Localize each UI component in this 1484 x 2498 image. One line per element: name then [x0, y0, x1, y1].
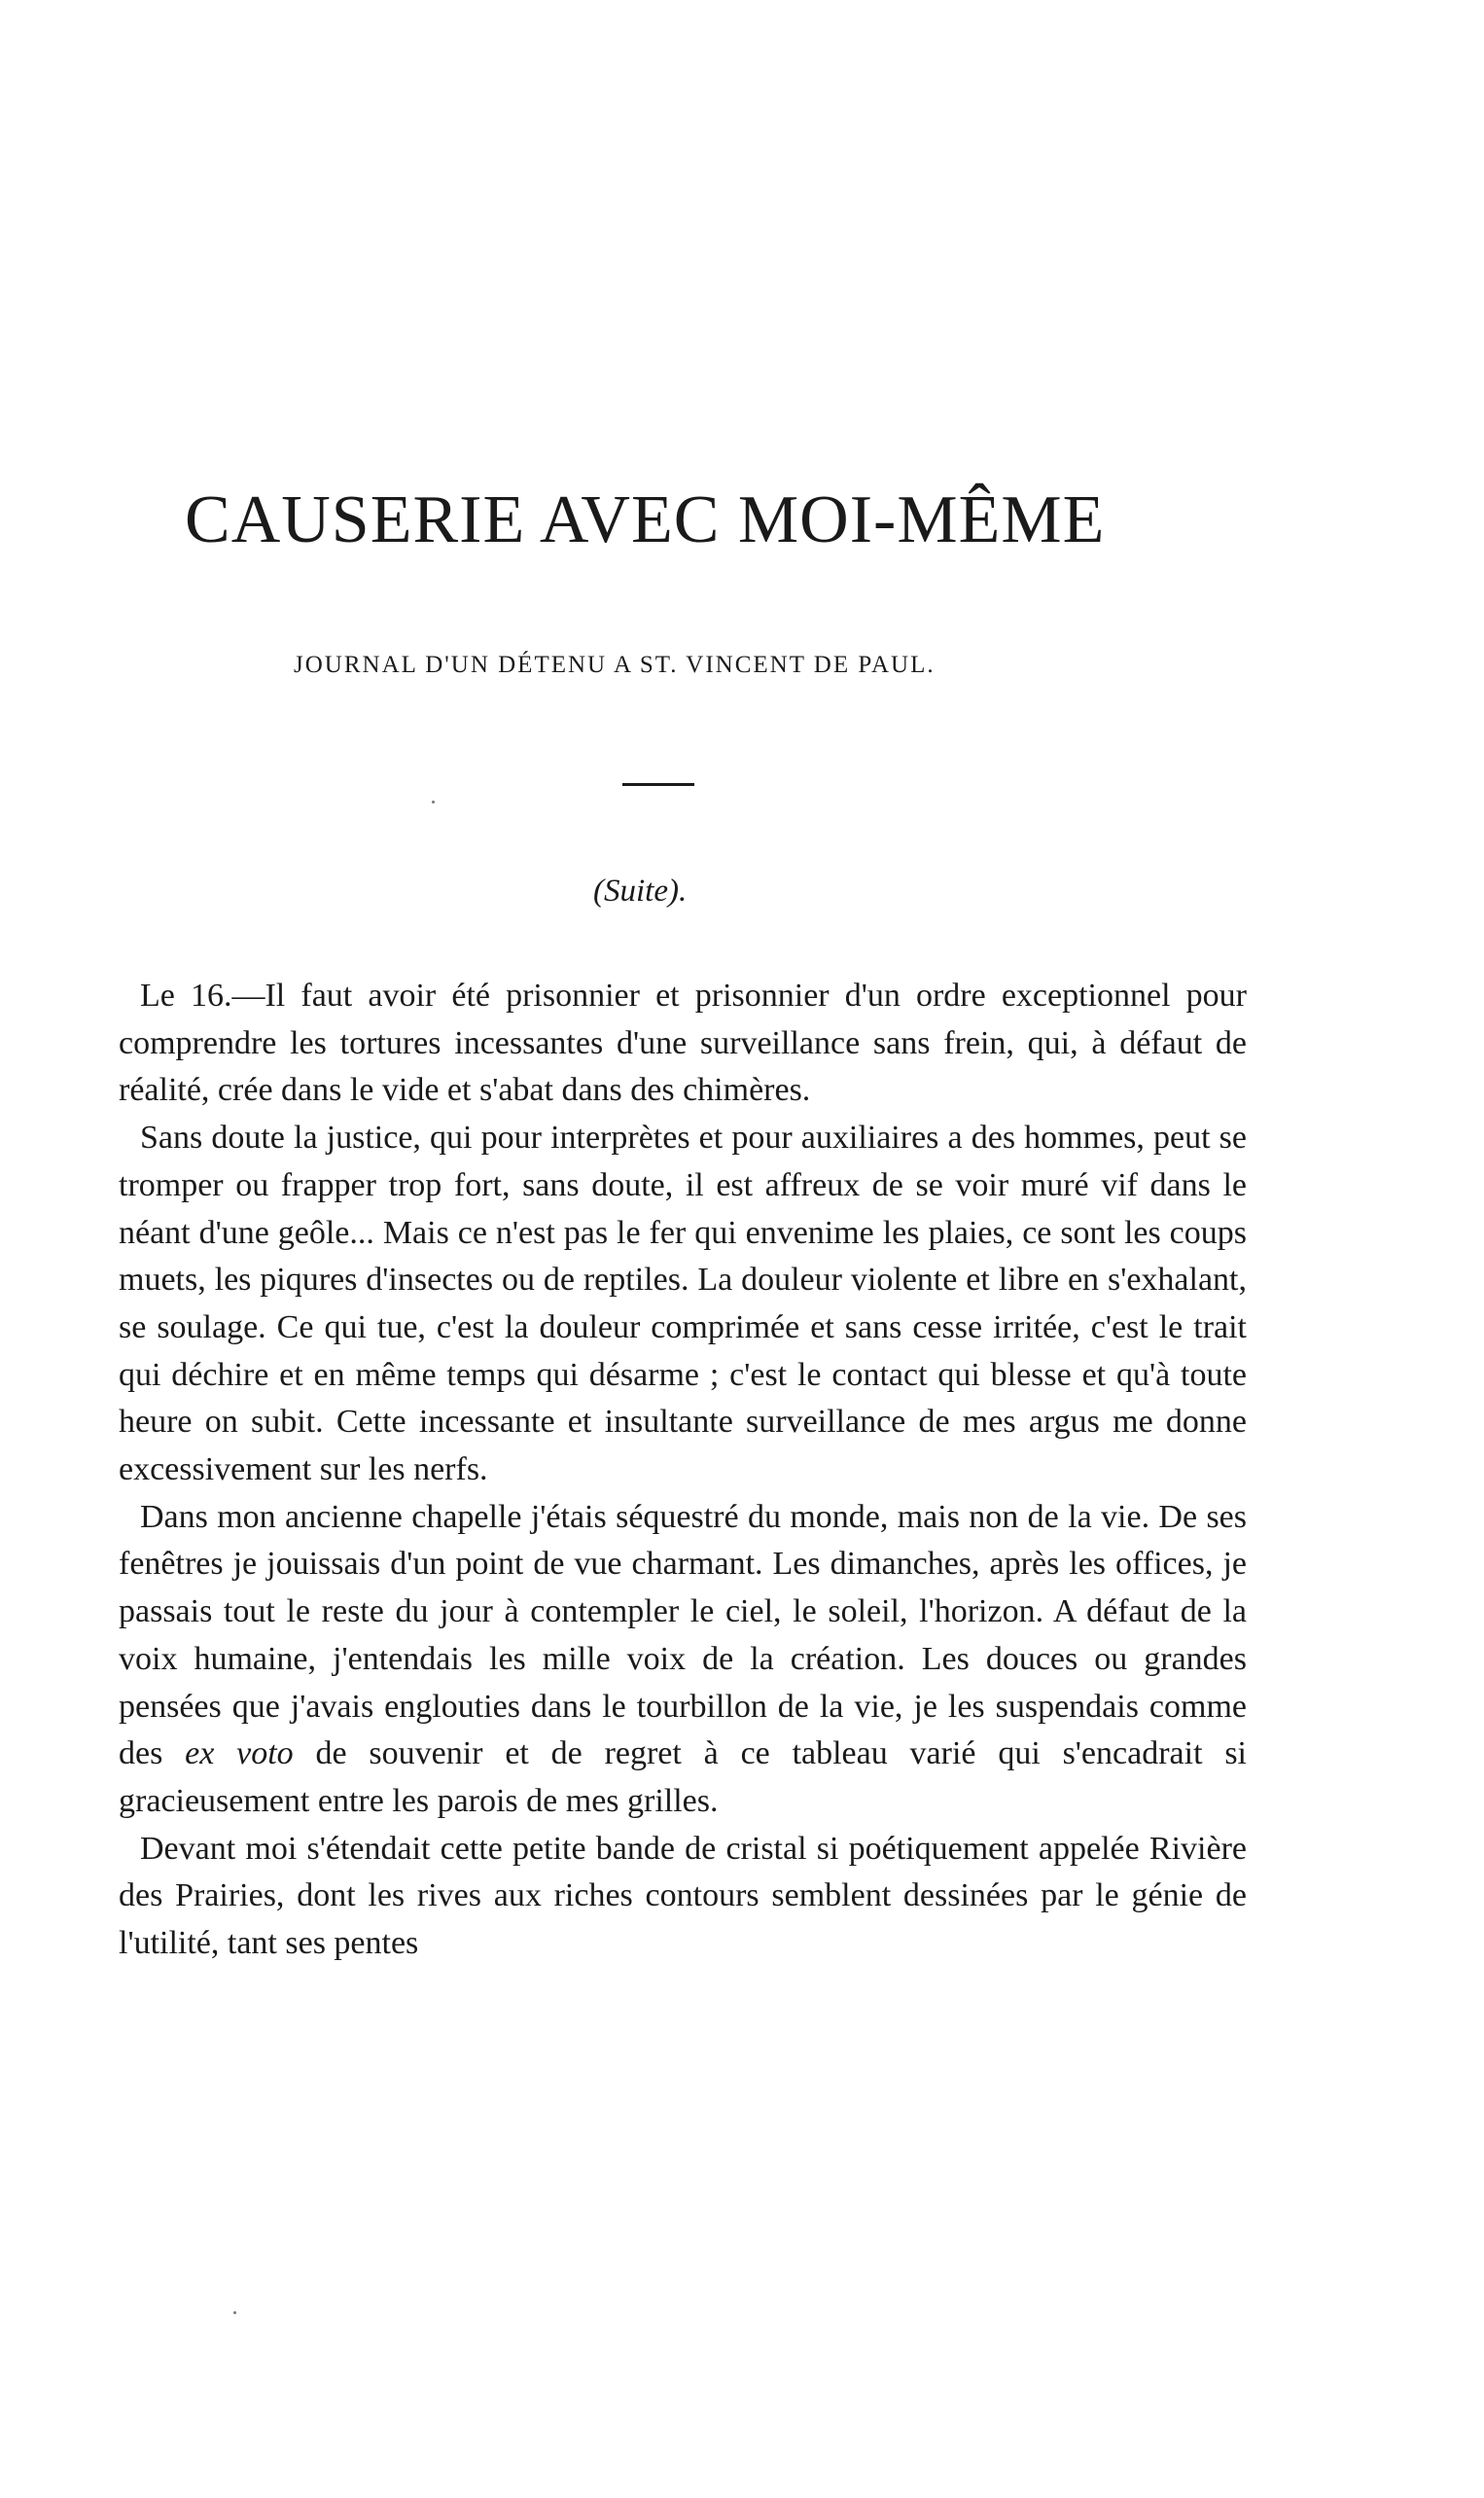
paragraph-text: Dans mon ancienne chapelle j'étais séquestré du monde, mais non de la vie. De ses fenêtres je jouissais d'un point de vue charmant. Les dimanches, après les offices, je passais tout le reste du jour à contempler le ciel, le soleil, l'horizon. A défaut de la voix humaine, j'entendais les mille voix de la création. Les douces ou grandes pensées que j'avais englouties dans le tourbillon de la vie, je les suspendais comme des [119, 1498, 1247, 1772]
paragraph: Sans doute la justice, qui pour interprètes et pour auxiliaires a des hommes, peut se tromper ou frapper trop fort, sans doute, il est affreux de se voir muré vif dans le néant d'une geôle... Mais ce n'est pas le fer qui envenime les plaies, ce sont les coups muets, les piqures d'insectes ou de reptiles. La douleur violente et libre en s'exhalant, se soulage. Ce qui tue, c'est la douleur comprimée et sans cesse irritée, c'est le trait qui déchire et en même temps qui désarme ; c'est le contact qui blesse et qu'à toute heure on subit. Cette incessante et insultante surveillance de mes argus me donne excessivement sur les nerfs. [119, 1120, 1247, 1488]
paragraph-text: de souvenir et de regret à ce tableau varié qui s'encadrait si gracieusement entre les parois de mes grilles. [119, 1735, 1248, 1819]
paragraph [119, 1494, 1247, 1826]
scan-speck [233, 2311, 236, 2314]
paragraph: Devant moi s'étendait cette petite bande de cristal si poétiquement appelée Rivière des Prairies, dont les rives aux riches contours semblent dessinées par le génie de l'utilité, tant ses pentes [119, 1830, 1247, 1962]
section-divider [622, 783, 694, 786]
body-text [119, 973, 1247, 1968]
continuation-label: (Suite). [593, 874, 688, 909]
document-title: CAUSERIE AVEC MOI-MÊME [185, 482, 1106, 557]
paragraph: Le 16.—Il faut avoir été prisonnier et prisonnier d'un ordre exceptionnel pour comprendre les tortures incessantes d'une surveillance sans frein, qui, à défaut de réalité, crée dans le vide et s'abat dans des chimères. [119, 978, 1247, 1109]
document-subtitle: JOURNAL D'UN DÉTENU A ST. VINCENT DE PAUL. [294, 652, 936, 678]
scan-speck [432, 801, 435, 803]
italic-phrase: ex voto [185, 1735, 294, 1772]
